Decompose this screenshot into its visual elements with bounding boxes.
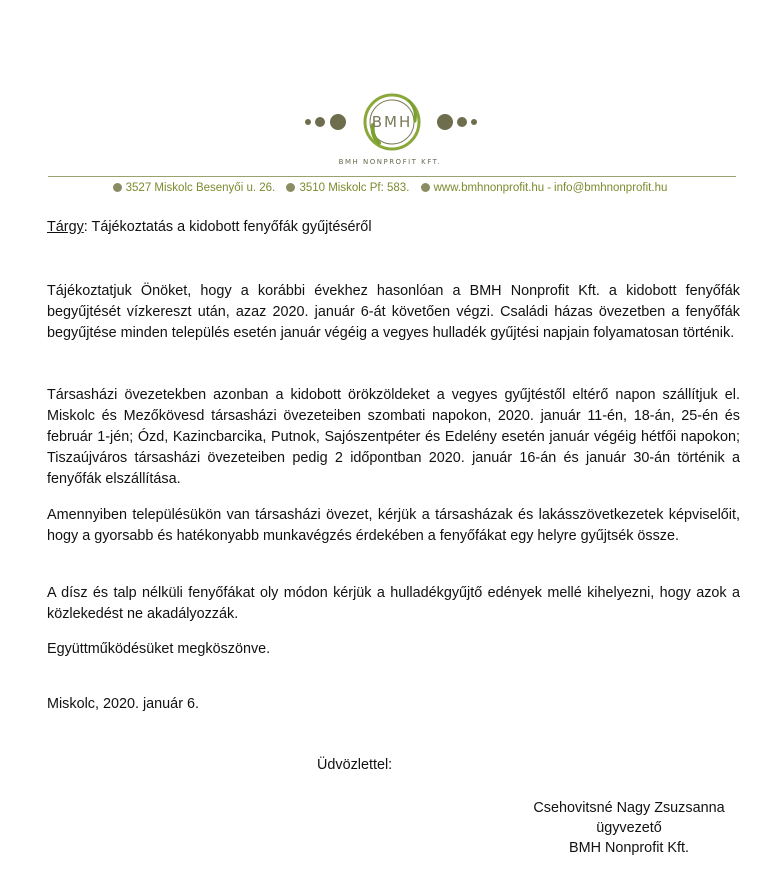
paragraph: Társasházi övezetekben azonban a kidobott örökzöldeket a vegyes gyűjtéstől eltérő napon szállítjuk el. Miskolc és Mezőkövesd társasházi övezeteiben szombati napokon, 2020. január 11-én, 18-án, 25-én és február 1-jén; Ózd, Kazincbarcika, Putnok, Sajószentpéter és Edelény esetén január végéig hétfői napokon; Tiszaújváros társasházi övezeteiben pedig 2 időpontban 2020. január 16-án és január 30-án történik a fenyőfák elszállítása. [47,387,740,487]
paragraph: Tájékoztatjuk Önöket, hogy a korábbi évekhez hasonlóan a BMH Nonprofit Kft. a kidobott fenyőfák begyűjtését vízkereszt után, azaz 2020. január 6-át követően végzi. Családi házas övezetben a fenyőfák begyűjtése minden település esetén január végéig a vegyes hulladék gyűjtési napjain folyamatosan történik. [47,283,740,341]
contact-line [0,182,780,194]
logo-dot-icon [330,114,346,130]
separator: - [547,182,552,194]
website-link[interactable]: www.bmhnonprofit.hu [433,182,545,194]
paragraph: Együttműködésüket megköszönve. [47,641,271,657]
logo-dot-icon [457,117,467,127]
company-name-small: BMH NONPROFIT KFT. [338,158,442,166]
logo-dot-icon [315,117,325,127]
logo [0,88,780,156]
paragraph: A dísz és talp nélküli fenyőfákat oly módon kérjük a hulladékgyűjtő edények mellé kihelyezni, hogy azok a közlekedést ne akadályozzák. [47,585,740,622]
email-link[interactable]: info@bmhnonprofit.hu [554,182,668,194]
web-icon [421,183,430,192]
subject-line [47,219,372,235]
logo-dot-icon [305,119,311,125]
subject-label: Tárgy [47,219,84,235]
address-text: 3527 Miskolc Besenyői u. 26. [125,182,276,194]
logo-text: BMH [371,113,413,131]
signature-title: ügyvezető [596,820,662,836]
letterhead [0,0,780,205]
signature-company: BMH Nonprofit Kft. [569,840,689,856]
address-icon [113,183,122,192]
subject-text: : Tájékoztatás a kidobott fenyőfák gyűjtéséről [83,219,372,235]
mailbox-icon [286,183,295,192]
pobox-text: 3510 Miskolc Pf: 583. [299,182,410,194]
signature-name: Csehovitsné Nagy Zsuzsanna [533,800,725,816]
logo-dot-icon [437,114,453,130]
logo-circle-icon [361,91,423,153]
greeting: Üdvözlettel: [317,757,393,773]
paragraph: Amennyiben településükön van társasházi övezet, kérjük a társasházak és lakásszövetkezetek képviselőit, hogy a gyorsabb és hatékonyabb munkavégzés érdekében a fenyőfákat egy helyre gyűjtsék össze. [47,507,740,544]
letterhead-divider [48,176,736,177]
logo-dot-icon [471,119,477,125]
place-date: Miskolc, 2020. január 6. [47,696,199,712]
